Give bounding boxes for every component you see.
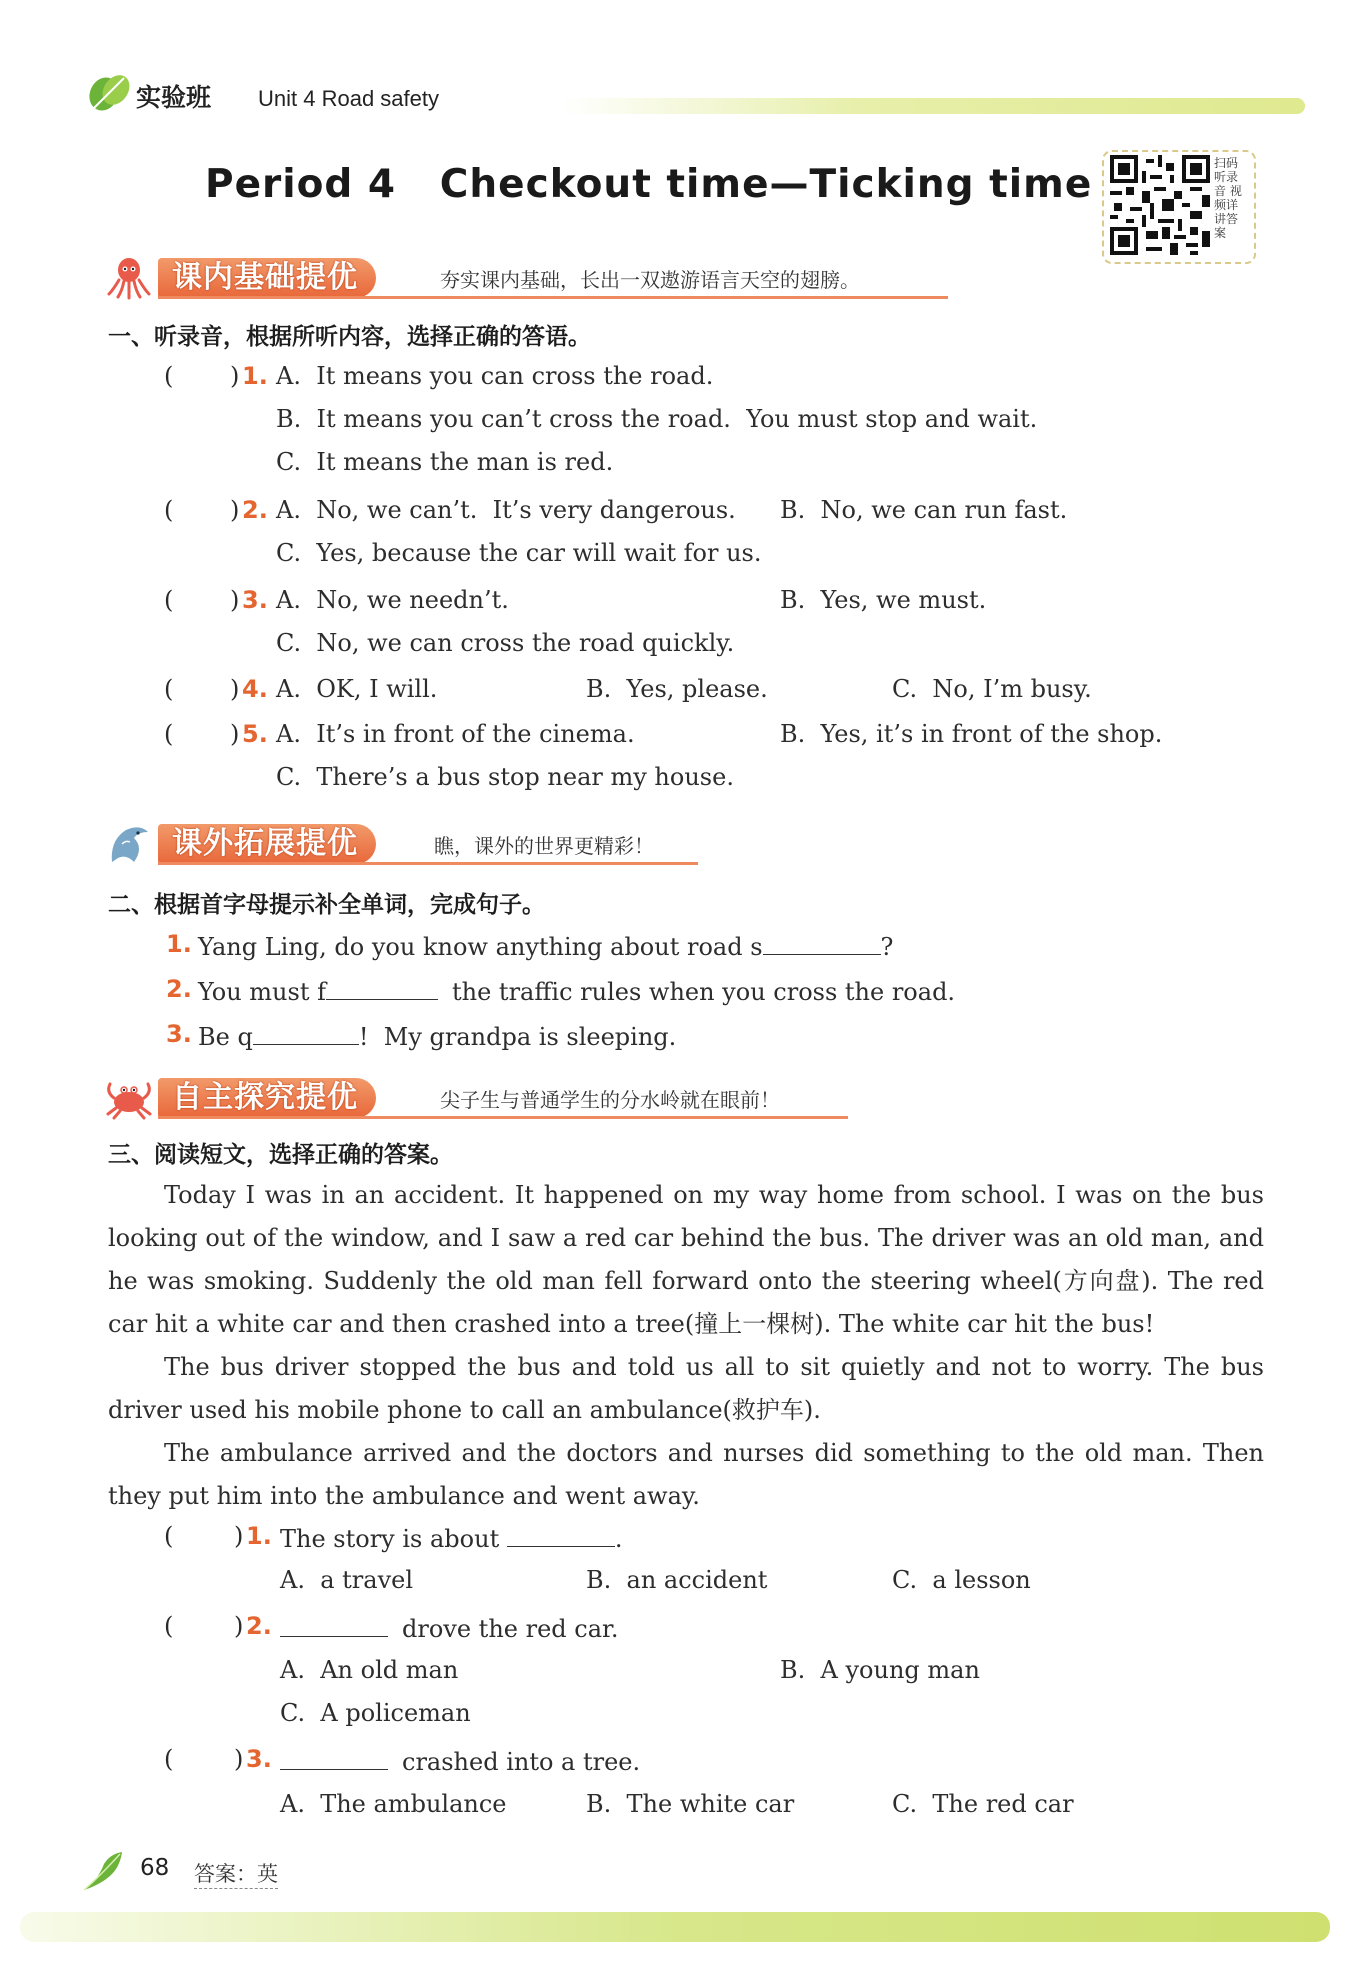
answer-blank[interactable] (280, 1612, 388, 1637)
section2-banner (104, 822, 704, 868)
sentence-after: the traffic rules when you cross the road. (451, 978, 956, 1006)
section1-banner-title: 课内基础提优 (158, 258, 376, 298)
option-a: A. It means you can cross the road. (276, 362, 714, 390)
option-a: A. No, we needn’t. (276, 586, 509, 614)
option-c: C. It means the man is red. (276, 448, 614, 476)
answer-paren-open: ( (164, 720, 174, 748)
question-number: 1. (242, 362, 268, 390)
option-a: A. a travel (280, 1566, 414, 1594)
section1-banner (104, 256, 954, 302)
answer-blank[interactable] (763, 930, 881, 955)
section3-heading: 三、阅读短文，选择正确的答案。 (108, 1142, 453, 1168)
paragraph-text: The bus driver stopped the bus and told us all to sit quietly and not to worry. The bus driver used his mobile phone to call an ambulance(救护车). (108, 1353, 1264, 1424)
option-b: B. No, we can run fast. (780, 496, 1068, 524)
answer-paren-open: ( (164, 1522, 174, 1550)
dolphin-mascot-icon (104, 822, 154, 868)
option-b: B. an accident (586, 1566, 768, 1594)
answer-paren-close: ) (230, 720, 240, 748)
sentence-before: You must f (198, 978, 326, 1006)
section2-banner-title: 课外拓展提优 (158, 824, 376, 864)
answer-paren-open: ( (164, 675, 174, 703)
passage-paragraph (108, 1174, 1264, 1346)
section3-underline (158, 1116, 848, 1119)
answer-blank[interactable] (253, 1020, 359, 1045)
question-number: 4. (242, 675, 268, 703)
footer-leaf-icon (80, 1850, 126, 1894)
fill-in-sentence (198, 1020, 676, 1051)
option-b: B. A young man (780, 1656, 980, 1684)
squid-mascot-icon (104, 256, 154, 302)
question-number: 5. (242, 720, 268, 748)
footer-band (20, 1912, 1330, 1942)
paragraph-text: Today I was in an accident. It happened on my way home from school. I was on the bus looking out of the window, and I saw a red car behind the bus. The driver was an old man, and he was smoking. Suddenly the old man fell forward onto the steering wheel(方向盘). The red car hit a white car and then crashed into a tree(撞上一棵树). The white car hit the bus! (108, 1181, 1264, 1338)
question-stem (280, 1745, 640, 1776)
section2-heading: 二、根据首字母提示补全单词，完成句子。 (108, 892, 545, 918)
option-c: C. A policeman (280, 1699, 471, 1727)
passage-paragraph (108, 1346, 1264, 1432)
option-a: A. OK, I will. (276, 675, 438, 703)
answer-paren-close: ) (234, 1522, 244, 1550)
option-b: B. Yes, please. (586, 675, 768, 703)
question-stem (280, 1522, 623, 1553)
option-a: A. An old man (280, 1656, 459, 1684)
page-title: Period 4 Checkout time—Ticking time (205, 162, 1093, 207)
answer-blank[interactable] (326, 975, 438, 1000)
section3-slogan: 尖子生与普通学生的分水岭就在眼前！ (440, 1088, 780, 1112)
qr-code-icon[interactable] (1110, 155, 1210, 255)
section2-slogan: 瞧，课外的世界更精彩！ (434, 834, 654, 858)
option-c: C. There’s a bus stop near my house. (276, 763, 734, 791)
answer-paren-close: ) (234, 1612, 244, 1640)
option-b: B. Yes, we must. (780, 586, 987, 614)
qr-caption: 扫码听录音 视频详讲答案 (1214, 156, 1242, 240)
answer-paren-open: ( (164, 586, 174, 614)
option-c: C. a lesson (892, 1566, 1031, 1594)
question-number: 1. (166, 930, 192, 958)
section1-underline (158, 296, 948, 299)
option-c: C. No, we can cross the road quickly. (276, 629, 735, 657)
question-number: 2. (242, 496, 268, 524)
option-b: B. It means you can’t cross the road. You must stop and wait. (276, 405, 1038, 433)
answer-paren-open: ( (164, 496, 174, 524)
paragraph-text: The ambulance arrived and the doctors and nurses did something to the old man. Then they put him into the ambulance and went away. (108, 1439, 1264, 1510)
answer-paren-open: ( (164, 1612, 174, 1640)
option-c: C. Yes, because the car will wait for us. (276, 539, 762, 567)
sentence-before: Be q (198, 1023, 253, 1051)
section2-underline (158, 862, 698, 865)
section3-banner (104, 1076, 854, 1122)
page-number: 68 (140, 1855, 170, 1881)
answer-paren-close: ) (230, 362, 240, 390)
option-b: B. Yes, it’s in front of the shop. (780, 720, 1163, 748)
unit-title: Unit 4 Road safety (258, 86, 439, 111)
sentence-after: ? (880, 933, 894, 961)
answer-paren-open: ( (164, 362, 174, 390)
option-c: C. No, I’m busy. (892, 675, 1092, 703)
stem-after: . (614, 1525, 623, 1553)
answer-paren-close: ) (234, 1745, 244, 1773)
answer-paren-close: ) (230, 675, 240, 703)
question-stem (280, 1612, 619, 1643)
question-number: 2. (246, 1612, 272, 1640)
brand-title: 实验班 (136, 83, 212, 112)
answer-key-label: 答案：英 (194, 1858, 278, 1889)
question-number: 3. (166, 1020, 192, 1048)
question-number: 3. (246, 1745, 272, 1773)
sentence-before: Yang Ling, do you know anything about road s (198, 933, 763, 961)
stem-after: crashed into a tree. (402, 1748, 641, 1776)
section1-slogan: 夯实课内基础，长出一双遨游语言天空的翅膀。 (440, 268, 860, 292)
answer-paren-close: ) (230, 586, 240, 614)
passage-paragraph (108, 1432, 1264, 1518)
option-a: A. No, we can’t. It’s very dangerous. (276, 496, 736, 524)
option-a: A. It’s in front of the cinema. (276, 720, 635, 748)
section3-banner-title: 自主探究提优 (158, 1078, 376, 1118)
option-c: C. The red car (892, 1790, 1074, 1818)
option-a: A. The ambulance (280, 1790, 507, 1818)
section1-heading: 一、听录音，根据所听内容，选择正确的答语。 (108, 324, 591, 350)
leaf-logo-icon (88, 72, 132, 112)
fill-in-sentence (198, 930, 893, 961)
stem-after: drove the red car. (402, 1615, 619, 1643)
crab-mascot-icon (104, 1076, 154, 1122)
stem-before: The story is about (280, 1525, 500, 1553)
question-number: 2. (166, 975, 192, 1003)
fill-in-sentence (198, 975, 955, 1006)
sentence-after: ! My grandpa is sleeping. (358, 1023, 677, 1051)
answer-blank[interactable] (507, 1522, 615, 1547)
question-number: 3. (242, 586, 268, 614)
question-number: 1. (246, 1522, 272, 1550)
answer-paren-close: ) (230, 496, 240, 524)
header-band (560, 98, 1305, 114)
answer-blank[interactable] (280, 1745, 388, 1770)
option-b: B. The white car (586, 1790, 795, 1818)
answer-paren-open: ( (164, 1745, 174, 1773)
